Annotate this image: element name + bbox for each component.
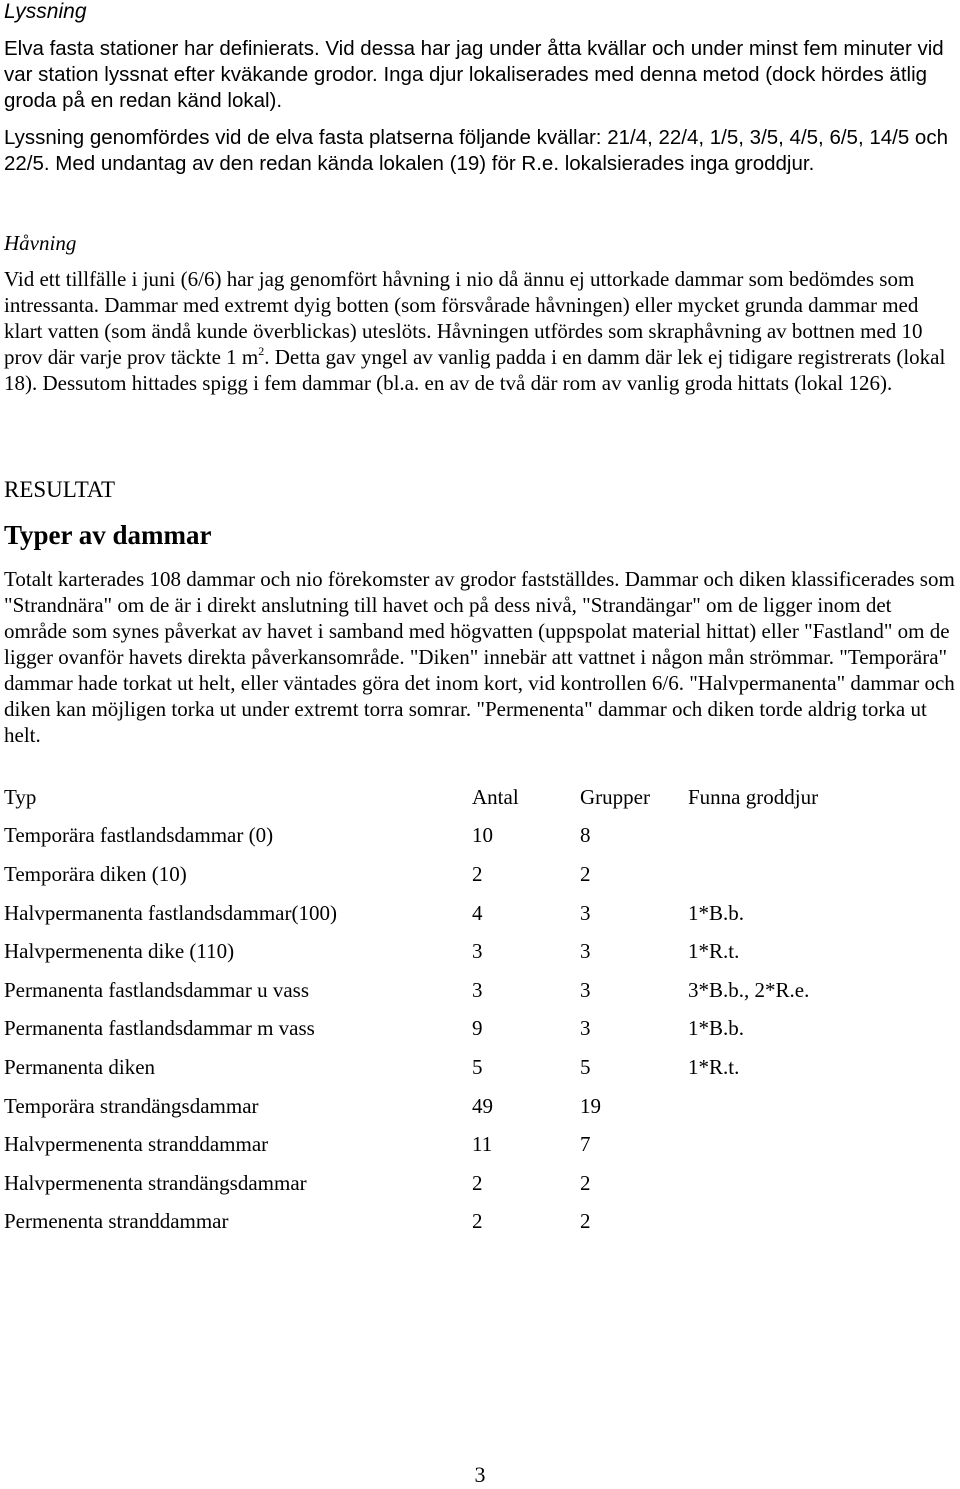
table-cell: 4 [472, 900, 483, 925]
section-heading-lyssning: Lyssning [4, 0, 87, 23]
table-cell: 1*B.b. [688, 1016, 745, 1041]
table-cell: 5 [472, 1054, 483, 1079]
table-cell: 3 [580, 977, 591, 1002]
table-cell: 1*R.t. [688, 1054, 740, 1079]
table-cell [688, 817, 948, 856]
havning-text-part-1: Vid ett tillfälle i juni (6/6) har jag genomfört håvning i nio då ännu ej uttorkade dammar som bedömdes som intressanta. Dammar med extremt dyig botten (som försvårade håvningen) eller mycket grunda dammar med klart vatten (som ändå kunde överblickas) uteslöts. Håvningen utfördes som skraphåvning av bottnen med 10 prov där varje prov täckte 1 m [4, 267, 923, 369]
table-row [4, 855, 948, 894]
table-cell [688, 1087, 948, 1126]
table-cell: Permanenta fastlandsdammar m vass [4, 1016, 315, 1041]
table-cell: 9 [472, 1016, 483, 1041]
table-cell: 1*R.t. [688, 939, 740, 964]
table-cell: 2 [472, 1209, 483, 1234]
table-header-row [4, 778, 948, 817]
table-cell [688, 1164, 948, 1203]
table-cell [688, 1125, 948, 1164]
paragraph-havning [4, 266, 956, 396]
column-header: Antal [472, 784, 519, 809]
table-cell: 11 [472, 1132, 493, 1157]
paragraph-resultat: Totalt karterades 108 dammar och nio förekomster av grodor fastställdes. Dammar och diken klassificerades som "Strandnära" om de är i direkt anslutning till havet och på dess nivå, "Strandängar" om de ligger inom det område som synes påverkat av havet i samband med högvatten (uppspolat material hittat) eller "Fastland" om de ligger ovanför havets direkta påverkansområde. "Diken" innebär att vattnet i någon mån strömmar. "Temporära" dammar hade torkat ut helt, eller väntades göra det inom kort, vid kontrollen 6/6. "Halvpermanenta" dammar och diken kan möjligen torka ut under extremt torra somrar. "Permenenta" dammar och diken torde aldrig torka ut helt. [4, 567, 955, 747]
superscript: 2 [258, 344, 265, 358]
table-cell: Temporära diken (10) [4, 861, 187, 886]
table-row [4, 817, 948, 856]
table-cell: Halvpermenenta dike (110) [4, 939, 235, 964]
table-cell: 2 [580, 1170, 591, 1195]
table-cell [688, 855, 948, 894]
table-cell: Permanenta diken [4, 1054, 156, 1079]
table-cell: 3 [580, 900, 591, 925]
paragraph-lyssning-1: Elva fasta stationer har definierats. Vid dessa har jag under åtta kvällar och under minst fem minuter vid var station lyssnat efter kväkande grodor. Inga djur lokaliserades med denna metod (dock hördes ätlig groda på en redan känd lokal). [4, 37, 944, 112]
table-cell: 5 [580, 1054, 591, 1079]
table-cell: Halvpermenenta stranddammar [4, 1132, 269, 1157]
table-cell: Halvpermanenta fastlandsdammar(100) [4, 900, 337, 925]
results-heading: RESULTAT [4, 477, 116, 502]
table-cell: 2 [472, 861, 483, 886]
table-row [4, 1087, 948, 1126]
table-cell [688, 1203, 948, 1242]
table-row [4, 1125, 948, 1164]
paragraph-lyssning-2: Lyssning genomfördes vid de elva fasta platserna följande kvällar: 21/4, 22/4, 1/5, 3/5, 4/5, 6/5, 14/5 och 22/5. Med undantag av den redan kända lokalen (19) för R.e. lokalsierades inga groddjur. [4, 126, 948, 175]
table-row [4, 1203, 948, 1242]
table-row [4, 894, 948, 933]
table-cell: Halvpermenenta strandängsdammar [4, 1170, 307, 1195]
pond-types-table [4, 778, 948, 1241]
section-heading-havning: Håvning [4, 231, 77, 255]
table-row [4, 932, 948, 971]
table-cell: 3 [580, 1016, 591, 1041]
table-cell: 1*B.b. [688, 900, 745, 925]
table-cell: 3 [580, 939, 591, 964]
table-cell: 3*B.b., 2*R.e. [688, 977, 810, 1002]
table-cell: 8 [580, 823, 591, 848]
table-cell: 2 [472, 1170, 483, 1195]
table-cell: Permenenta stranddammar [4, 1209, 229, 1234]
column-header: Typ [4, 784, 37, 809]
table-cell: 3 [472, 977, 483, 1002]
table-cell: 2 [580, 1209, 591, 1234]
table-cell: Temporära strandängsdammar [4, 1093, 259, 1118]
havning-text-part-2: . Detta gav yngel av vanlig padda i en damm där lek ej tidigare registrerats (lokal 18). Dessutom hittades spigg i fem dammar (bl.a. en av de två där rom av vanlig groda hittats (lokal 126). [4, 345, 946, 395]
table-cell: 3 [472, 939, 483, 964]
table-row [4, 1010, 948, 1049]
table-cell: 19 [580, 1093, 601, 1118]
table-cell: 49 [472, 1093, 493, 1118]
table-cell: Temporära fastlandsdammar (0) [4, 823, 274, 848]
table-cell: Permanenta fastlandsdammar u vass [4, 977, 309, 1002]
table-cell: 7 [580, 1132, 591, 1157]
table-cell: 2 [580, 861, 591, 886]
table-cell: 10 [472, 823, 493, 848]
column-header: Grupper [580, 784, 650, 809]
table-row [4, 971, 948, 1010]
table-row [4, 1048, 948, 1087]
table-row [4, 1164, 948, 1203]
page-number: 3 [474, 1462, 486, 1487]
subheading-typer-av-dammar: Typer av dammar [4, 520, 212, 550]
column-header: Funna groddjur [688, 784, 819, 809]
